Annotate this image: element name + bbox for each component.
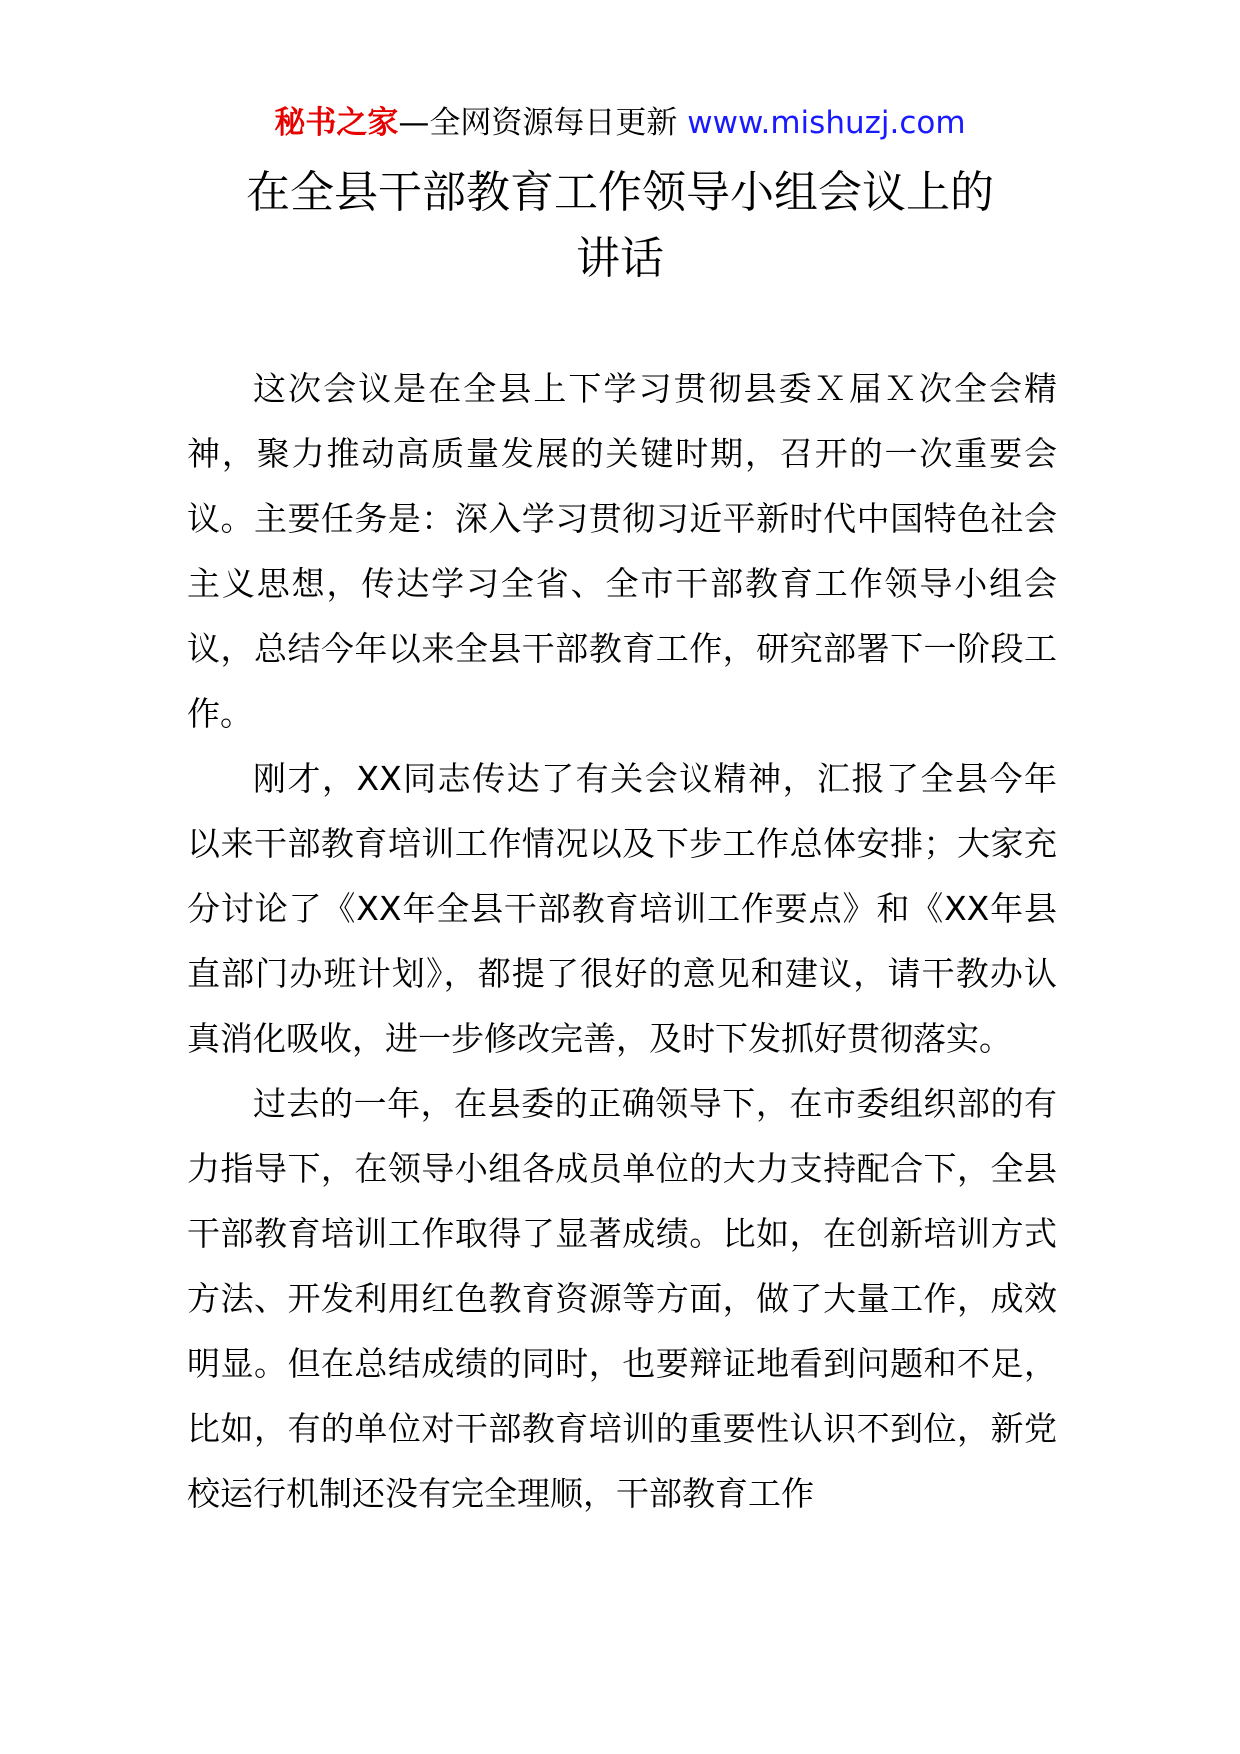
header-slogan: —全网资源每日更新 [398,105,678,141]
site-header [0,101,1240,145]
title-line-1: 在全县干部教育工作领导小组会议上的 [246,167,994,218]
document-title [0,160,1240,292]
site-url-link[interactable]: www.mishuzj.com [687,105,966,141]
paragraph-3: 过去的一年，在县委的正确领导下，在市委组织部的有力指导下，在领导小组各成员单位的大力支持配合下，全县干部教育培训工作取得了显著成绩。比如，在创新培训方式方法、开发利用红色教育资源等方面，做了大量工作，成效明显。但在总结成绩的同时，也要辩证地看到问题和不足，比如，有的单位对干部教育培训的重要性认识不到位，新党校运行机制还没有完全理顺，干部教育工作 [187,1084,1057,1513]
paragraph-2: 刚才，XX同志传达了有关会议精神，汇报了全县今年以来干部教育培训工作情况以及下步工作总体安排；大家充分讨论了《XX年全县干部教育培训工作要点》和《XX年县直部门办班计划》，都提了很好的意见和建议，请干教办认真消化吸收，进一步修改完善，及时下发抓好贯彻落实。 [187,759,1057,1058]
title-line-2: 讲话 [576,233,664,284]
paragraph-1: 这次会议是在全县上下学习贯彻县委Ｘ届Ｘ次全会精神，聚力推动高质量发展的关键时期，召开的一次重要会议。主要任务是：深入学习贯彻习近平新时代中国特色社会主义思想，传达学习全省、全市干部教育工作领导小组会议，总结今年以来全县干部教育工作，研究部署下一阶段工作。 [187,369,1057,733]
brand-name: 秘书之家 [274,105,399,141]
document-body [187,356,1057,1526]
